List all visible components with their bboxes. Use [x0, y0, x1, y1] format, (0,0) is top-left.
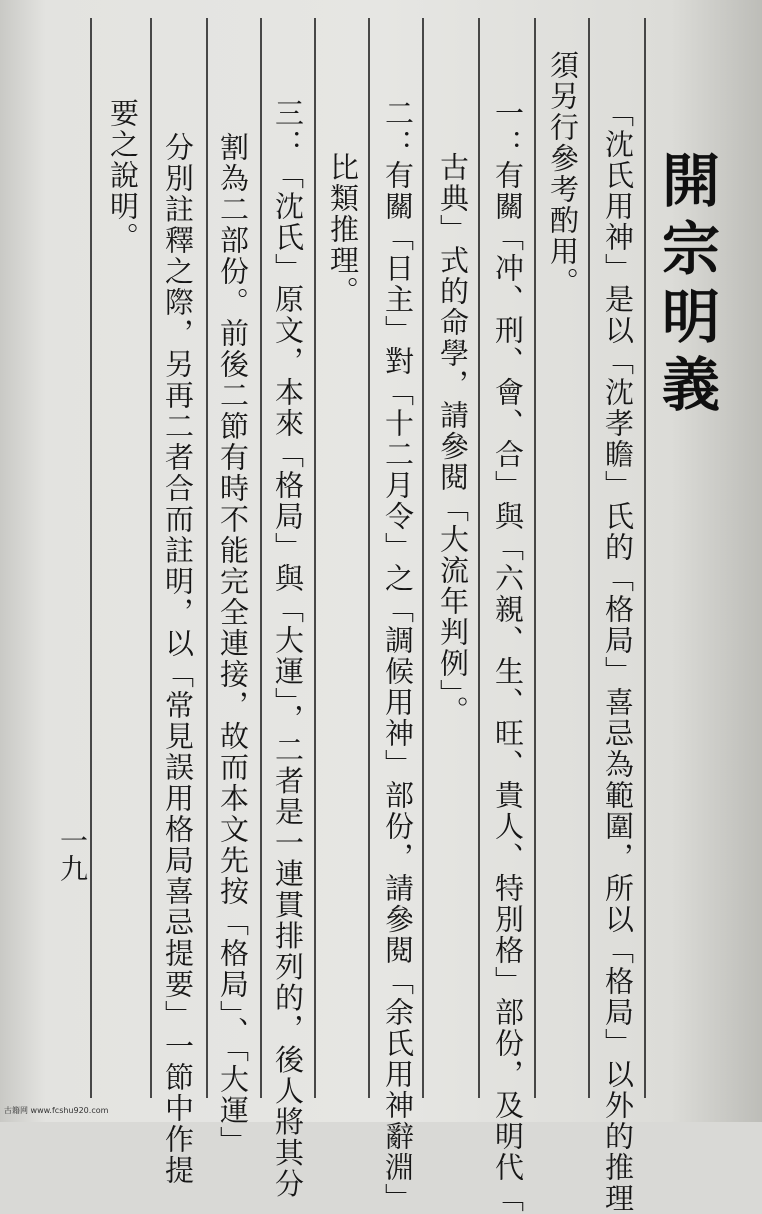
column-rule — [90, 18, 92, 1098]
text-column: 「沈氏用神」是以「沈孝瞻」氏的「格局」喜忌為範圍，所以「格局」以外的推理 — [601, 98, 635, 1214]
column-rule — [314, 18, 316, 1098]
column-rule — [150, 18, 152, 1098]
text-column: 三：「沈氏」原文，本來「格局」與「大運」，二者是一連貫排列的，後人將其分 — [271, 98, 305, 1200]
text-column: 要之說明。 — [106, 98, 140, 253]
column-rule — [422, 18, 424, 1098]
text-column: 二：有關「日主」對「十二月令」之「調候用神」部份，請參閱「余氏用神辭淵」 — [381, 98, 415, 1214]
column-rule — [368, 18, 370, 1098]
text-column: 古典」式的命學，請參閱「大流年判例」。 — [436, 152, 470, 727]
text-column: 須另行參考酌用。 — [546, 50, 580, 298]
column-rule — [206, 18, 208, 1098]
site-watermark: 古籍网 www.fcshu920.com — [4, 1106, 109, 1115]
chapter-title: 開宗明義 — [652, 150, 720, 422]
text-column: 比類推理。 — [326, 152, 360, 307]
column-rule — [588, 18, 590, 1098]
text-column: 一：有關「冲、刑、會、合」與「六親、生、旺、貴人、特別格」部份，及明代「 — [491, 98, 525, 1214]
text-column: 割為二部份。前後二節有時不能完全連接，故而本文先按「格局」、「大運」 — [216, 132, 250, 1157]
column-rule — [260, 18, 262, 1098]
column-rule — [478, 18, 480, 1098]
text-column: 分別註釋之際，另再二者合而註明，以「常見誤用格局喜忌提要」一節中作提 — [161, 132, 195, 1186]
column-rule — [534, 18, 536, 1098]
page-number: 一九 — [56, 826, 89, 882]
